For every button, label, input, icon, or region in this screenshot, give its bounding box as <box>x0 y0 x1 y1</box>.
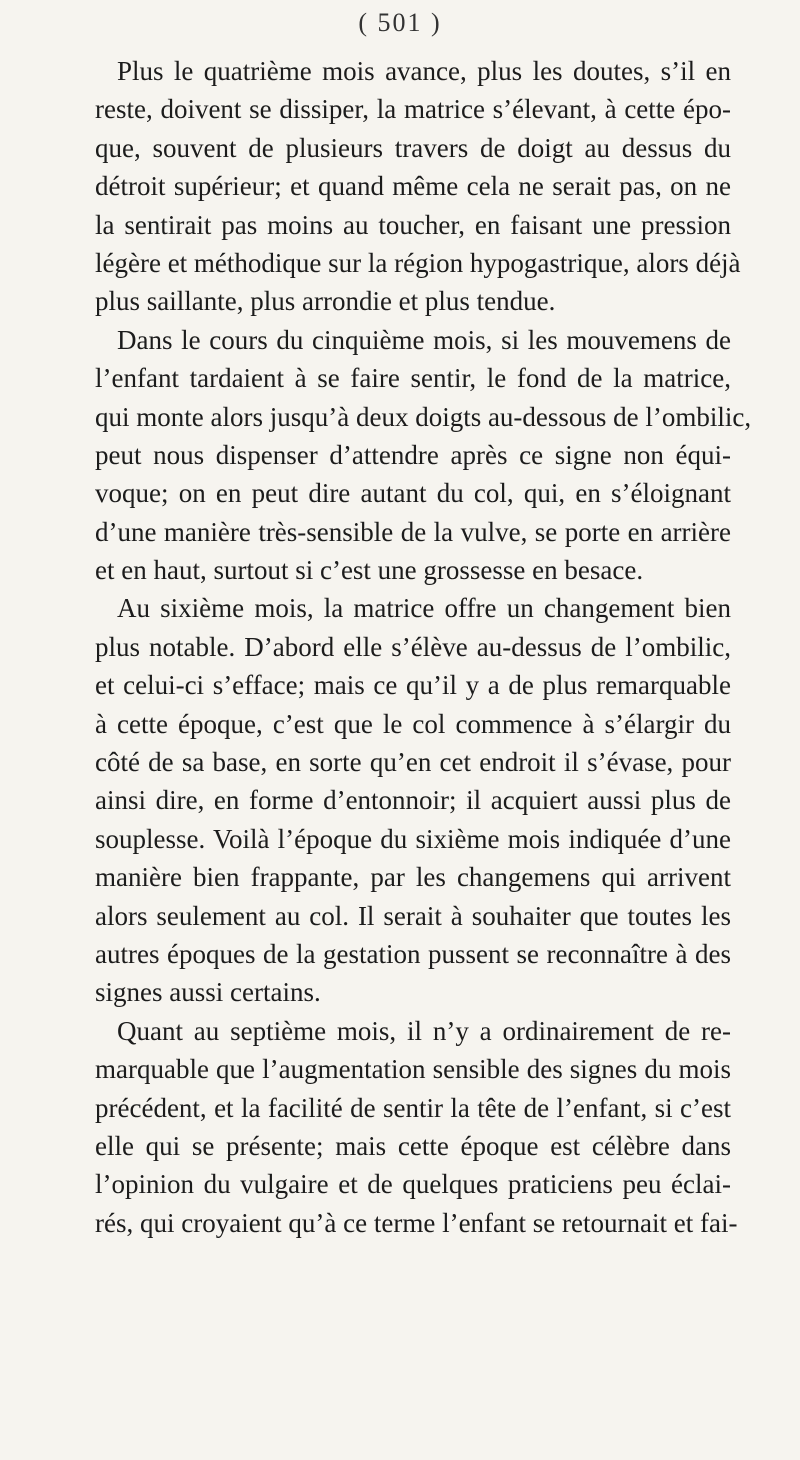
text-line: qui monte alors jusqu’à deux doigts au-dessous de l’ombilic, <box>95 401 752 432</box>
text-line: plus saillante, plus arrondie et plus tendue. <box>95 286 556 317</box>
body-text <box>95 52 752 1242</box>
text-line: détroit supérieur; et quand même cela ne serait pas, on ne <box>95 171 731 202</box>
text-line: que, souvent de plusieurs travers de doigt au dessus du <box>95 132 731 163</box>
text-line: et en haut, surtout si c’est une grossesse en besace. <box>95 555 644 586</box>
text-line: l’enfant tardaient à se faire sentir, le fond de la matrice, <box>95 363 731 394</box>
text-line: marquable que l’augmentation sensible des signes du mois <box>95 1054 731 1085</box>
text-line: peut nous dispenser d’attendre après ce signe non équi- <box>95 439 731 470</box>
text-line: autres époques de la gestation pussent se reconnaître à des <box>95 938 731 969</box>
page-number: ( 501 ) <box>358 8 442 37</box>
text-line: l’opinion du vulgaire et de quelques praticiens peu éclai- <box>95 1169 731 1200</box>
text-line: plus notable. D’abord elle s’élève au-dessus de l’ombilic, <box>95 631 731 662</box>
text-line: alors seulement au col. Il serait à souhaiter que toutes les <box>95 900 731 931</box>
text-line: la sentirait pas moins au toucher, en faisant une pression <box>95 209 731 240</box>
text-line: à cette époque, c’est que le col commence à s’élargir du <box>95 708 731 739</box>
text-line: Plus le quatrième mois avance, plus les doutes, s’il en <box>117 56 731 86</box>
text-line: Au sixième mois, la matrice offre un changement bien <box>117 593 731 624</box>
text-line: voque; on en peut dire autant du col, qui, en s’éloignant <box>95 478 731 509</box>
text-line: côté de sa base, en sorte qu’en cet endroit il s’évase, pour <box>95 747 731 778</box>
text-line: légère et méthodique sur la région hypogastrique, alors déjà <box>95 247 741 278</box>
text-line: souplesse. Voilà l’époque du sixième mois indiquée d’une <box>95 823 731 854</box>
text-line: reste, doivent se dissiper, la matrice s’élevant, à cette épo- <box>95 94 731 125</box>
text-line: manière bien frappante, par les changemens qui arrivent <box>95 862 731 893</box>
text-line: Quant au septième mois, il n’y a ordinairement de re- <box>117 1015 731 1046</box>
text-line: et celui-ci s’efface; mais ce qu’il y a de plus remarquable <box>95 670 731 701</box>
text-line: précédent, et la facilité de sentir la tête de l’enfant, si c’est <box>95 1092 731 1123</box>
text-line: d’une manière très-sensible de la vulve, se porte en arrière <box>95 516 731 547</box>
text-line: rés, qui croyaient qu’à ce terme l’enfant se retournait et fai- <box>95 1207 738 1238</box>
text-line: elle qui se présente; mais cette époque est célèbre dans <box>95 1130 731 1161</box>
text-line: Dans le cours du cinquième mois, si les mouvemens de <box>117 324 731 355</box>
text-line: signes aussi certains. <box>95 977 321 1008</box>
text-line: ainsi dire, en forme d’entonnoir; il acquiert aussi plus de <box>95 785 731 816</box>
